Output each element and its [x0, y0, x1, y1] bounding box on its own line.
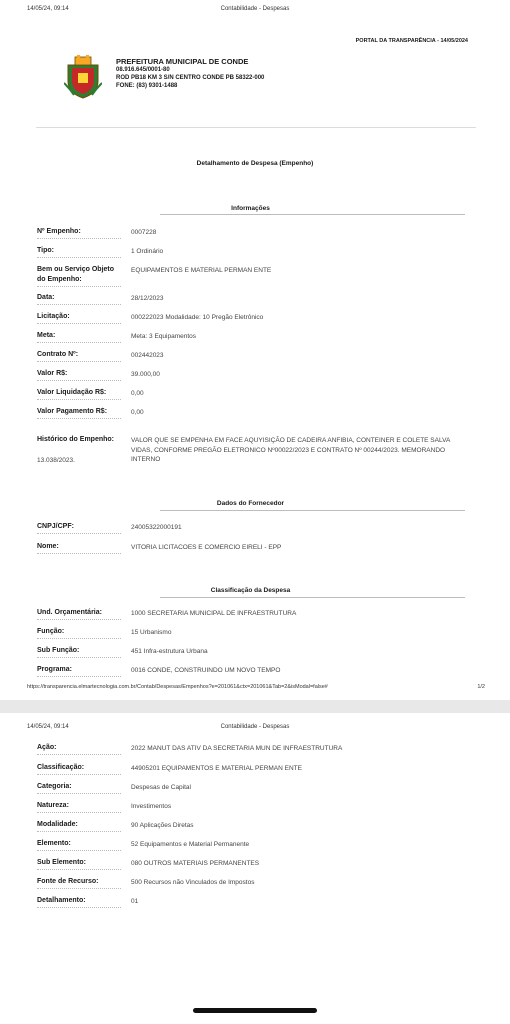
label-historico: Histórico do Empenho: — [37, 436, 114, 443]
section-title-classification: Classificação da Despesa — [210, 587, 291, 594]
label-funcao: Função: — [37, 627, 121, 639]
value-meta: Meta: 3 Equipamentos — [131, 333, 197, 340]
value-natureza: Investimentos — [131, 803, 172, 810]
value-contrato: 002442023 — [131, 352, 164, 359]
value-subfuncao: 451 Infra-estrutura Urbana — [131, 648, 208, 655]
value-tipo: 1 Ordinário — [131, 248, 164, 255]
value-data: 28/12/2023 — [131, 295, 164, 302]
section-title-info: Informações — [231, 205, 270, 212]
label-valor: Valor R$: — [37, 369, 121, 381]
label-cnpj: CNPJ/CPF: — [37, 522, 121, 534]
print-datetime: 14/05/24, 09:14 — [27, 724, 69, 730]
print-title: Contabilidade - Despesas — [220, 6, 290, 12]
label-elemento: Elemento: — [37, 839, 121, 851]
label-licitacao: Licitação: — [37, 312, 121, 324]
label-modalidade: Modalidade: — [37, 820, 121, 832]
value-modalidade: 90 Aplicações Diretas — [131, 822, 194, 829]
label-subfuncao: Sub Função: — [37, 646, 121, 658]
footer-url: https://transparencia.elmartecnologia.com.br/Contab/Despesas/Empenhos?e=201061&ctx=201061&Tab=2&isModal=false# — [27, 684, 328, 690]
label-liquidacao: Valor Liquidação R$: — [37, 388, 121, 400]
section-title-supplier: Dados do Fornecedor — [216, 500, 285, 507]
org-cnpj: 08.916.645/0001-80 — [116, 67, 170, 73]
municipal-crest-icon — [64, 55, 102, 99]
portal-label: PORTAL DA TRANSPARÊNCIA - 14/05/2024 — [355, 38, 468, 44]
print-title: Contabilidade - Despesas — [220, 724, 290, 730]
value-liquidacao: 0,00 — [131, 390, 144, 397]
value-funcao: 15 Urbanismo — [131, 629, 172, 636]
label-und: Und. Orçamentária: — [37, 608, 121, 620]
print-page-2 — [0, 713, 510, 1024]
value-historico-cont: 13.038/2023. — [37, 457, 75, 464]
value-acao: 2022 MANUT DAS ATIV DA SECRETARIA MUN DE INFRAESTRUTURA — [131, 745, 343, 752]
value-classificacao: 44905201 EQUIPAMENTOS E MATERIAL PERMAN ENTE — [131, 765, 302, 772]
section-divider — [160, 214, 465, 215]
org-address: ROD PB18 KM 3 S/N CENTRO CONDE PB 58322-000 — [116, 75, 265, 81]
value-historico: VALOR QUE SE EMPENHA EM FACE AQUYISIÇÃO DE CADEIRA ANFIBIA, CONTEINER E COLETE SALVA VIDAS, CONFORME PREGÃO ELETRONICO Nº00022/2023 E CONTRATO Nº 00244/2023. MEMORANDO INTERNO — [131, 437, 450, 463]
value-programa: 0016 CONDE, CONSTRUINDO UM NOVO TEMPO — [131, 667, 281, 674]
label-detalhamento: Detalhamento: — [37, 896, 121, 908]
value-bem: EQUIPAMENTOS E MATERIAL PERMAN ENTE — [131, 267, 272, 274]
value-cnpj: 24005322000191 — [131, 524, 182, 531]
label-meta: Meta: — [37, 331, 121, 343]
label-bem: Bem ou Serviço Objeto do Empenho: — [37, 265, 121, 287]
value-fonte: 500 Recursos não Vinculados de Impostos — [131, 879, 255, 886]
value-und: 1000 SECRETARIA MUNICIPAL DE INFRAESTRUTURA — [131, 610, 297, 617]
value-pagamento: 0,00 — [131, 409, 144, 416]
home-indicator[interactable] — [193, 1008, 317, 1013]
value-detalhamento: 01 — [131, 898, 139, 905]
org-phone: FONE: (83) 9301-1488 — [116, 83, 178, 89]
org-block — [116, 57, 264, 90]
label-empenho: Nº Empenho: — [37, 227, 121, 239]
section-divider — [160, 597, 465, 598]
value-licitacao: 000222023 Modalidade: 10 Pregão Eletrônico — [131, 314, 264, 321]
label-tipo: Tipo: — [37, 246, 121, 258]
section-divider — [160, 510, 465, 511]
value-valor: 39.000,00 — [131, 371, 160, 378]
label-natureza: Natureza: — [37, 801, 121, 813]
footer-page-number: 1/2 — [477, 684, 485, 690]
value-elemento: 52 Equipamentos e Material Permanente — [131, 841, 250, 848]
value-empenho: 0007228 — [131, 229, 157, 236]
label-data: Data: — [37, 293, 121, 305]
label-programa: Programa: — [37, 665, 121, 677]
label-acao: Ação: — [37, 743, 121, 755]
label-classificacao: Classificação: — [37, 763, 121, 775]
print-datetime: 14/05/24, 09:14 — [27, 6, 69, 12]
label-pagamento: Valor Pagamento R$: — [37, 407, 121, 419]
value-subelemento: 080 OUTROS MATERIAIS PERMANENTES — [131, 860, 260, 867]
value-nome: VITORIA LICITACOES E COMERCIO EIRELI - EPP — [131, 544, 282, 551]
value-categoria: Despesas de Capital — [131, 784, 191, 791]
label-nome: Nome: — [37, 542, 121, 554]
org-name: PREFEITURA MUNICIPAL DE CONDE — [116, 57, 249, 66]
document-title: Detalhamento de Despesa (Empenho) — [196, 160, 314, 167]
label-subelemento: Sub Elemento: — [37, 858, 121, 870]
label-contrato: Contrato Nº: — [37, 350, 121, 362]
label-fonte: Fonte de Recurso: — [37, 877, 121, 889]
header-divider — [36, 127, 476, 128]
label-categoria: Categoria: — [37, 782, 121, 794]
